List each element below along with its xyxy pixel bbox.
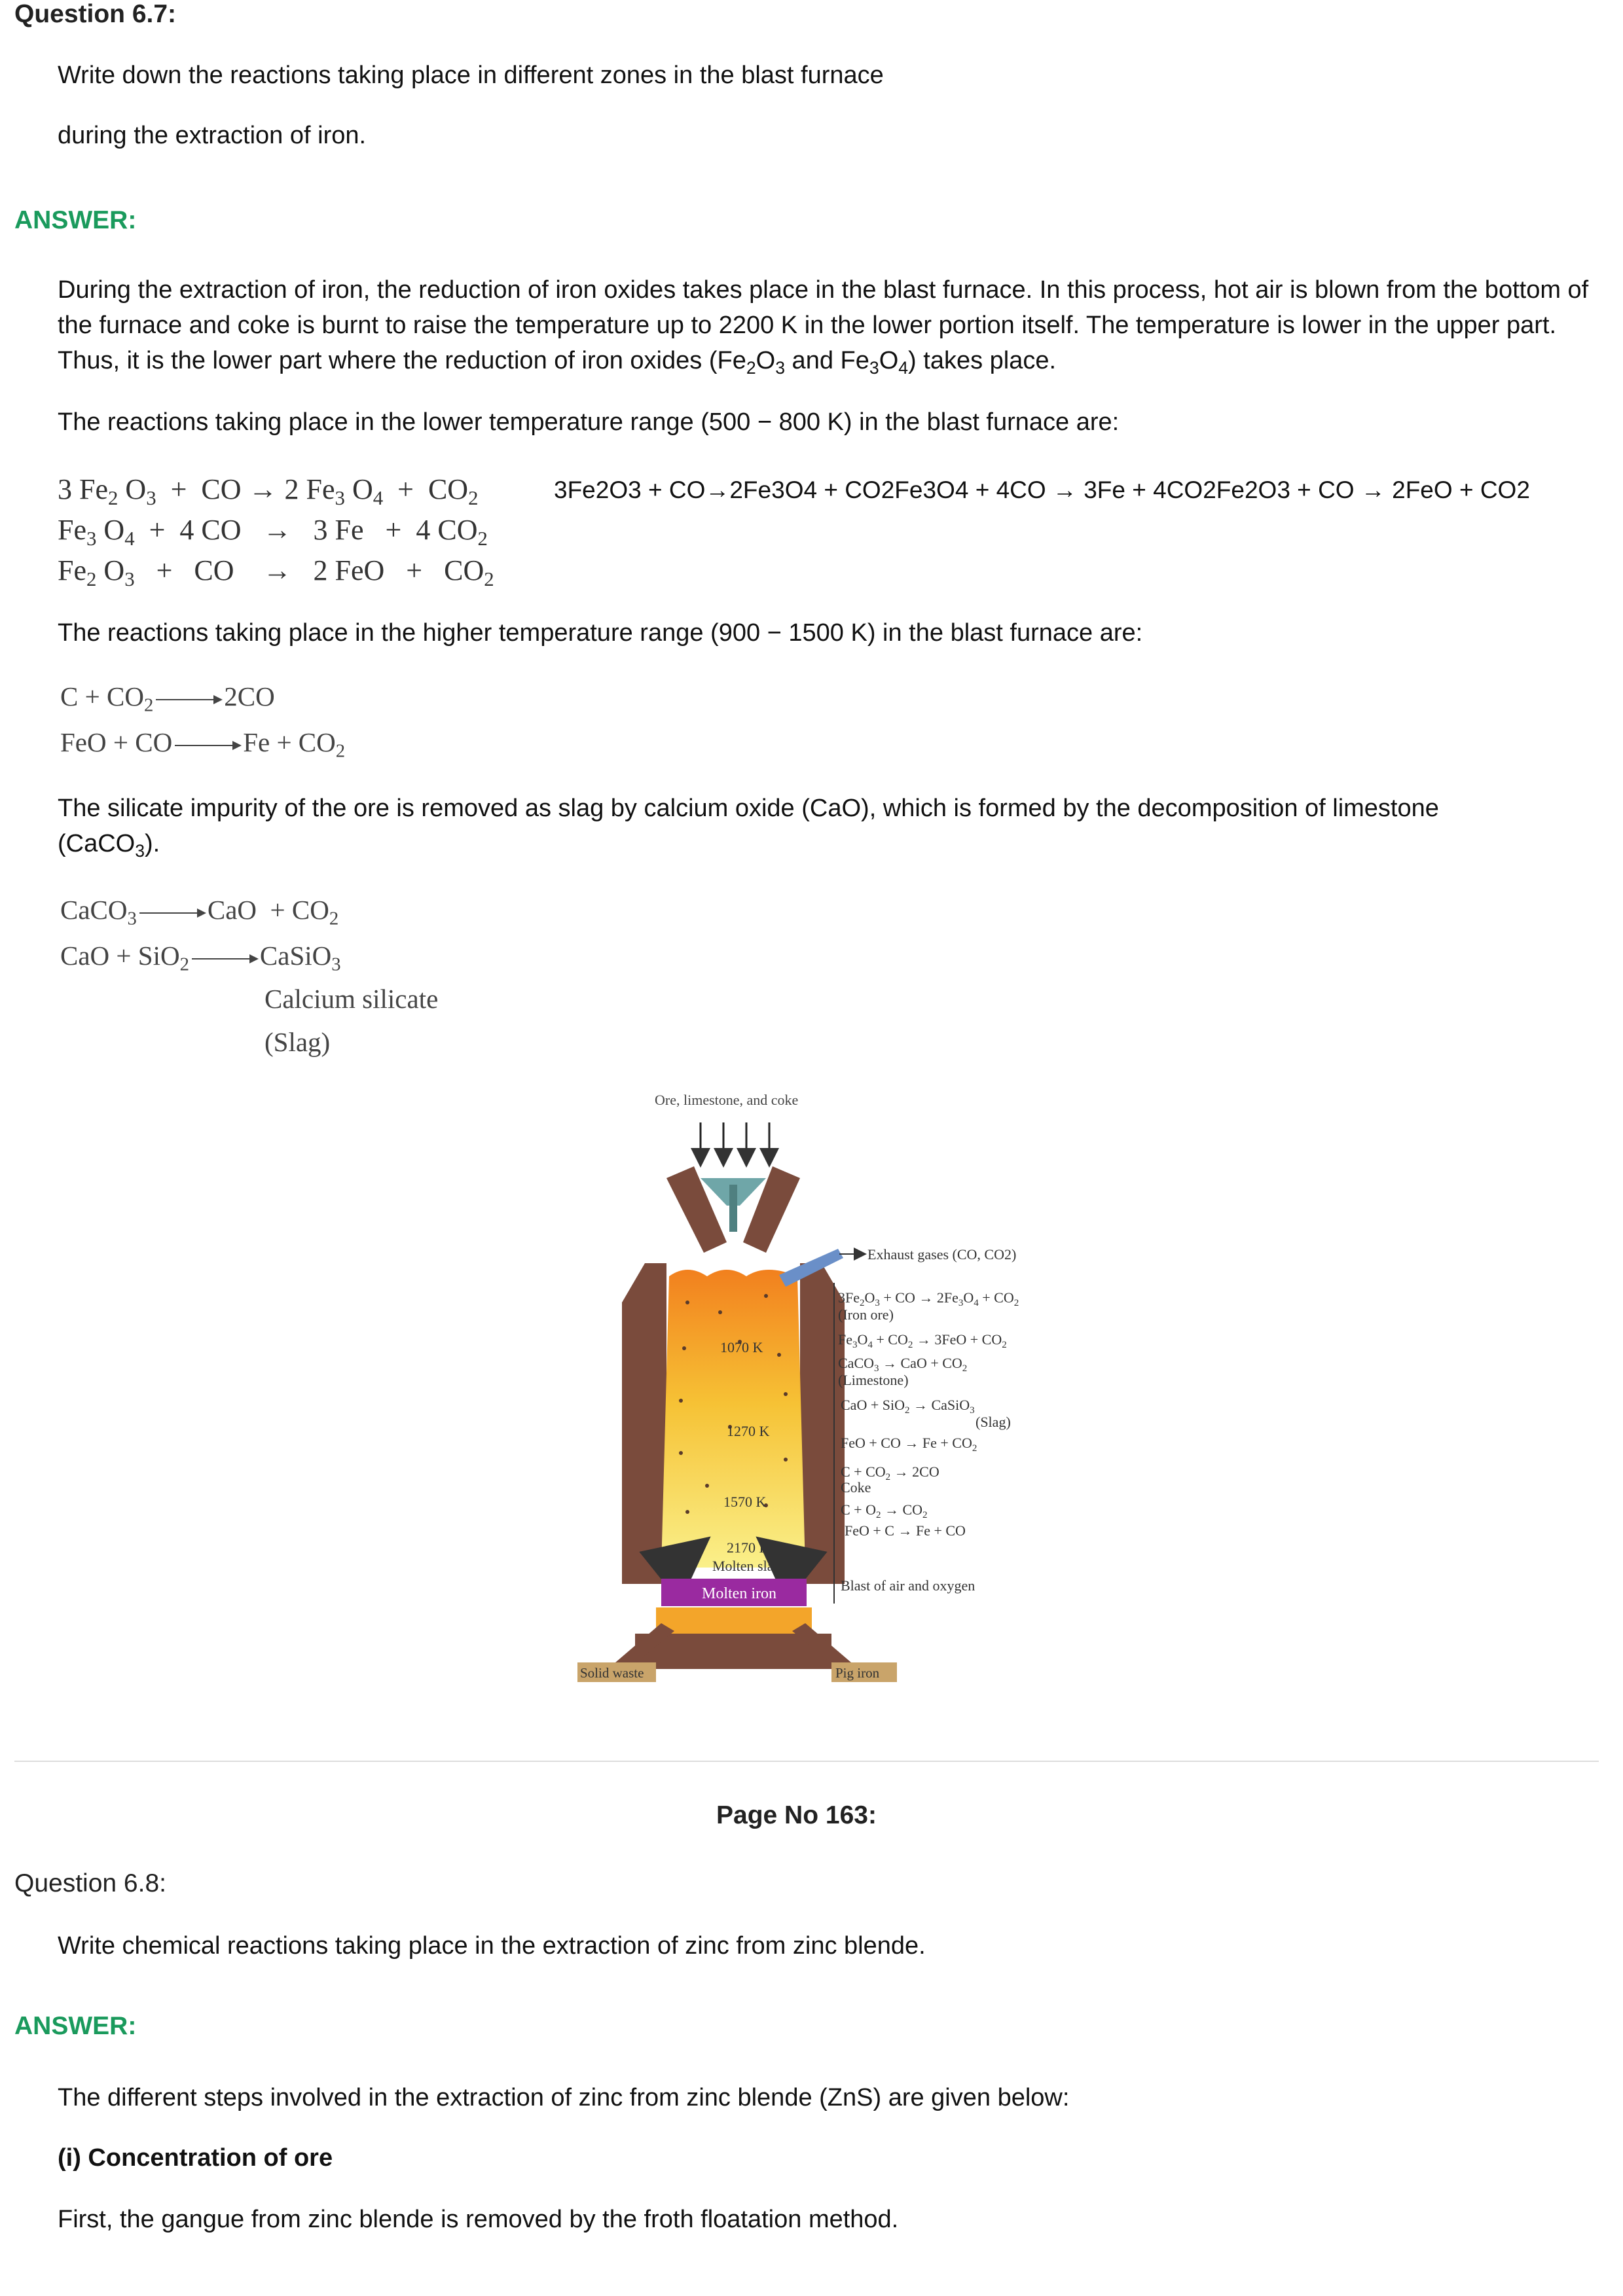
temp-1070: 1070 K (720, 1339, 763, 1355)
answer-label-6-7: ANSWER: (14, 206, 137, 234)
limestone-label: (Limestone) (838, 1372, 909, 1388)
step-1-heading: (i) Concentration of ore (58, 2144, 333, 2172)
zone-eq-7: $C + O_2 \to CO_2$ (841, 1501, 928, 1520)
hopper-stem (729, 1185, 737, 1232)
question-6-8-prompt: Write chemical reactions taking place in the extraction of zinc from zinc blende. (58, 1932, 926, 1960)
zone-eq-6: $C + CO_2 \to 2CO$ (841, 1463, 939, 1482)
blast-furnace-svg (570, 1086, 1106, 1702)
lower-range-text: The reactions taking place in the lower temperature range (500 − 800 K) in the blast furnace are: (58, 408, 1120, 436)
zone-slag-label: (Slag) (976, 1414, 1011, 1430)
zone-eq-4: CaO + SiO$_2$ → CaSiO$_3$ (841, 1397, 975, 1416)
calcium-silicate-label: Calcium silicate (264, 984, 439, 1014)
equation-lower-2: $Fe_3$ $O_4 + 4$ CO → 3 Fe + 4 $CO_2$ (58, 514, 488, 550)
zone-eq-1: $3Fe_2O_3$ + CO → $2Fe_3O_4 + CO_2$ (838, 1289, 1019, 1308)
silicate-text-1: The silicate impurity of the ore is removed as slag by calcium oxide (CaO), which is formed by the decomposition of limestone (58, 795, 1439, 822)
equation-lower-inline-text: 3Fe2O3 + CO→2Fe3O4 + CO2Fe3O4 + 4CO → 3Fe + 4CO2Fe2O3 + CO → 2FeO + CO2 (554, 476, 1530, 503)
zone-eq-2: $Fe_3O_4 + CO_2 \to 3FeO + CO_2$ (838, 1331, 1007, 1350)
question-6-7-prompt-line1: Write down the reactions taking place in different zones in the blast furnace (58, 62, 884, 89)
exhaust-label: Exhaust gases (CO, CO2) (867, 1246, 1017, 1263)
answer-6-8-intro: The different steps involved in the extraction of zinc from zinc blende (ZnS) are given below: (58, 2084, 1070, 2111)
equation-slag-1: CaCO$_3$ CaO + $CO_2$ (60, 895, 339, 929)
blast-furnace-diagram (570, 1086, 1106, 1702)
intro-text: During the extraction of iron, the reduction of iron oxides takes place in the blast furnace. In this process, hot air is blown from the bottom of the furnace and coke is burnt to raise the temperature up to 2200 K in the lower portion itself. The temperature is lower in the upper part. Thus, it is the lower part where the reduction of iron oxides ( (58, 276, 1589, 374)
hearth-base (656, 1607, 812, 1634)
equation-slag-2: CaO + SiO$_2$ CaSiO$_3$ (60, 941, 341, 975)
answer-label-6-8: ANSWER: (14, 2012, 137, 2040)
feed-arrows (701, 1122, 769, 1164)
furnace-left-wall (622, 1263, 666, 1584)
silicate-text-2: (CaCO$_3$). (58, 830, 160, 861)
solid-waste-label: Solid waste (580, 1665, 644, 1681)
intro-end: ) takes place. (908, 347, 1057, 374)
intro-and: and (785, 347, 841, 374)
question-6-8-title: Question 6.8: (14, 1869, 166, 1897)
zone-eq-5: FeO + CO → $Fe + CO_2$ (841, 1435, 977, 1454)
temp-2170: 2170 K (727, 1539, 770, 1556)
diagram-top-label: Ore, limestone, and coke (655, 1092, 799, 1108)
answer-6-7-intro: During the extraction of iron, the reduction of iron oxides takes place in the blast furnace. In this process, hot air is blown from the bottom of the furnace and coke is burnt to raise the temperature up to 2200 K in the lower portion itself. The temperature is lower in the upper part. Thus, it is the lower part where the reduction of iron oxides ($Fe_2O_3$ and $Fe_3O_4$) takes place. (58, 276, 1589, 378)
temp-1270: 1270 K (727, 1423, 770, 1439)
molten-iron-label: Molten iron (702, 1585, 776, 1602)
zone-eq-3: CaCO$_3$ → CaO + $CO_2$ (838, 1355, 968, 1374)
coke-label: Coke (841, 1479, 871, 1496)
zone-eq-8: FeO + C → Fe + CO (845, 1522, 966, 1539)
pig-iron-label: Pig iron (835, 1665, 880, 1681)
higher-range-text: The reactions taking place in the higher temperature range (900 − 1500 K) in the blast furnace are: (58, 619, 1143, 647)
zone-reactions (834, 1246, 1019, 1604)
question-6-7-title: Question 6.7: (14, 0, 177, 28)
equation-lower-3: $Fe_2$ $O_3$ + CO → 2 FeO + $CO_2$ (58, 554, 494, 591)
equation-lower-1: 3 $Fe_2$ $O_3$ + CO → 2 $Fe_3$ $O_4 + CO_2$ (58, 473, 479, 510)
section-divider (14, 1761, 1599, 1762)
slag-label: (Slag) (264, 1027, 331, 1057)
furnace-interior (661, 1270, 805, 1568)
temp-1570: 1570 K (723, 1494, 767, 1510)
page-number: Page No 163: (716, 1801, 877, 1829)
equation-higher-2: FeO + CO $Fe + CO_2$ (60, 727, 346, 762)
equation-higher-1: $C + CO_2$ 2CO (60, 681, 275, 716)
iron-ore-label: (Iron ore) (838, 1306, 894, 1323)
molten-slag-label: Molten slag (712, 1558, 781, 1574)
step-1-text: First, the gangue from zinc blende is removed by the froth floatation method. (58, 2206, 899, 2233)
blast-label: Blast of air and oxygen (841, 1577, 976, 1594)
question-6-7-prompt-line2: during the extraction of iron. (58, 122, 367, 149)
